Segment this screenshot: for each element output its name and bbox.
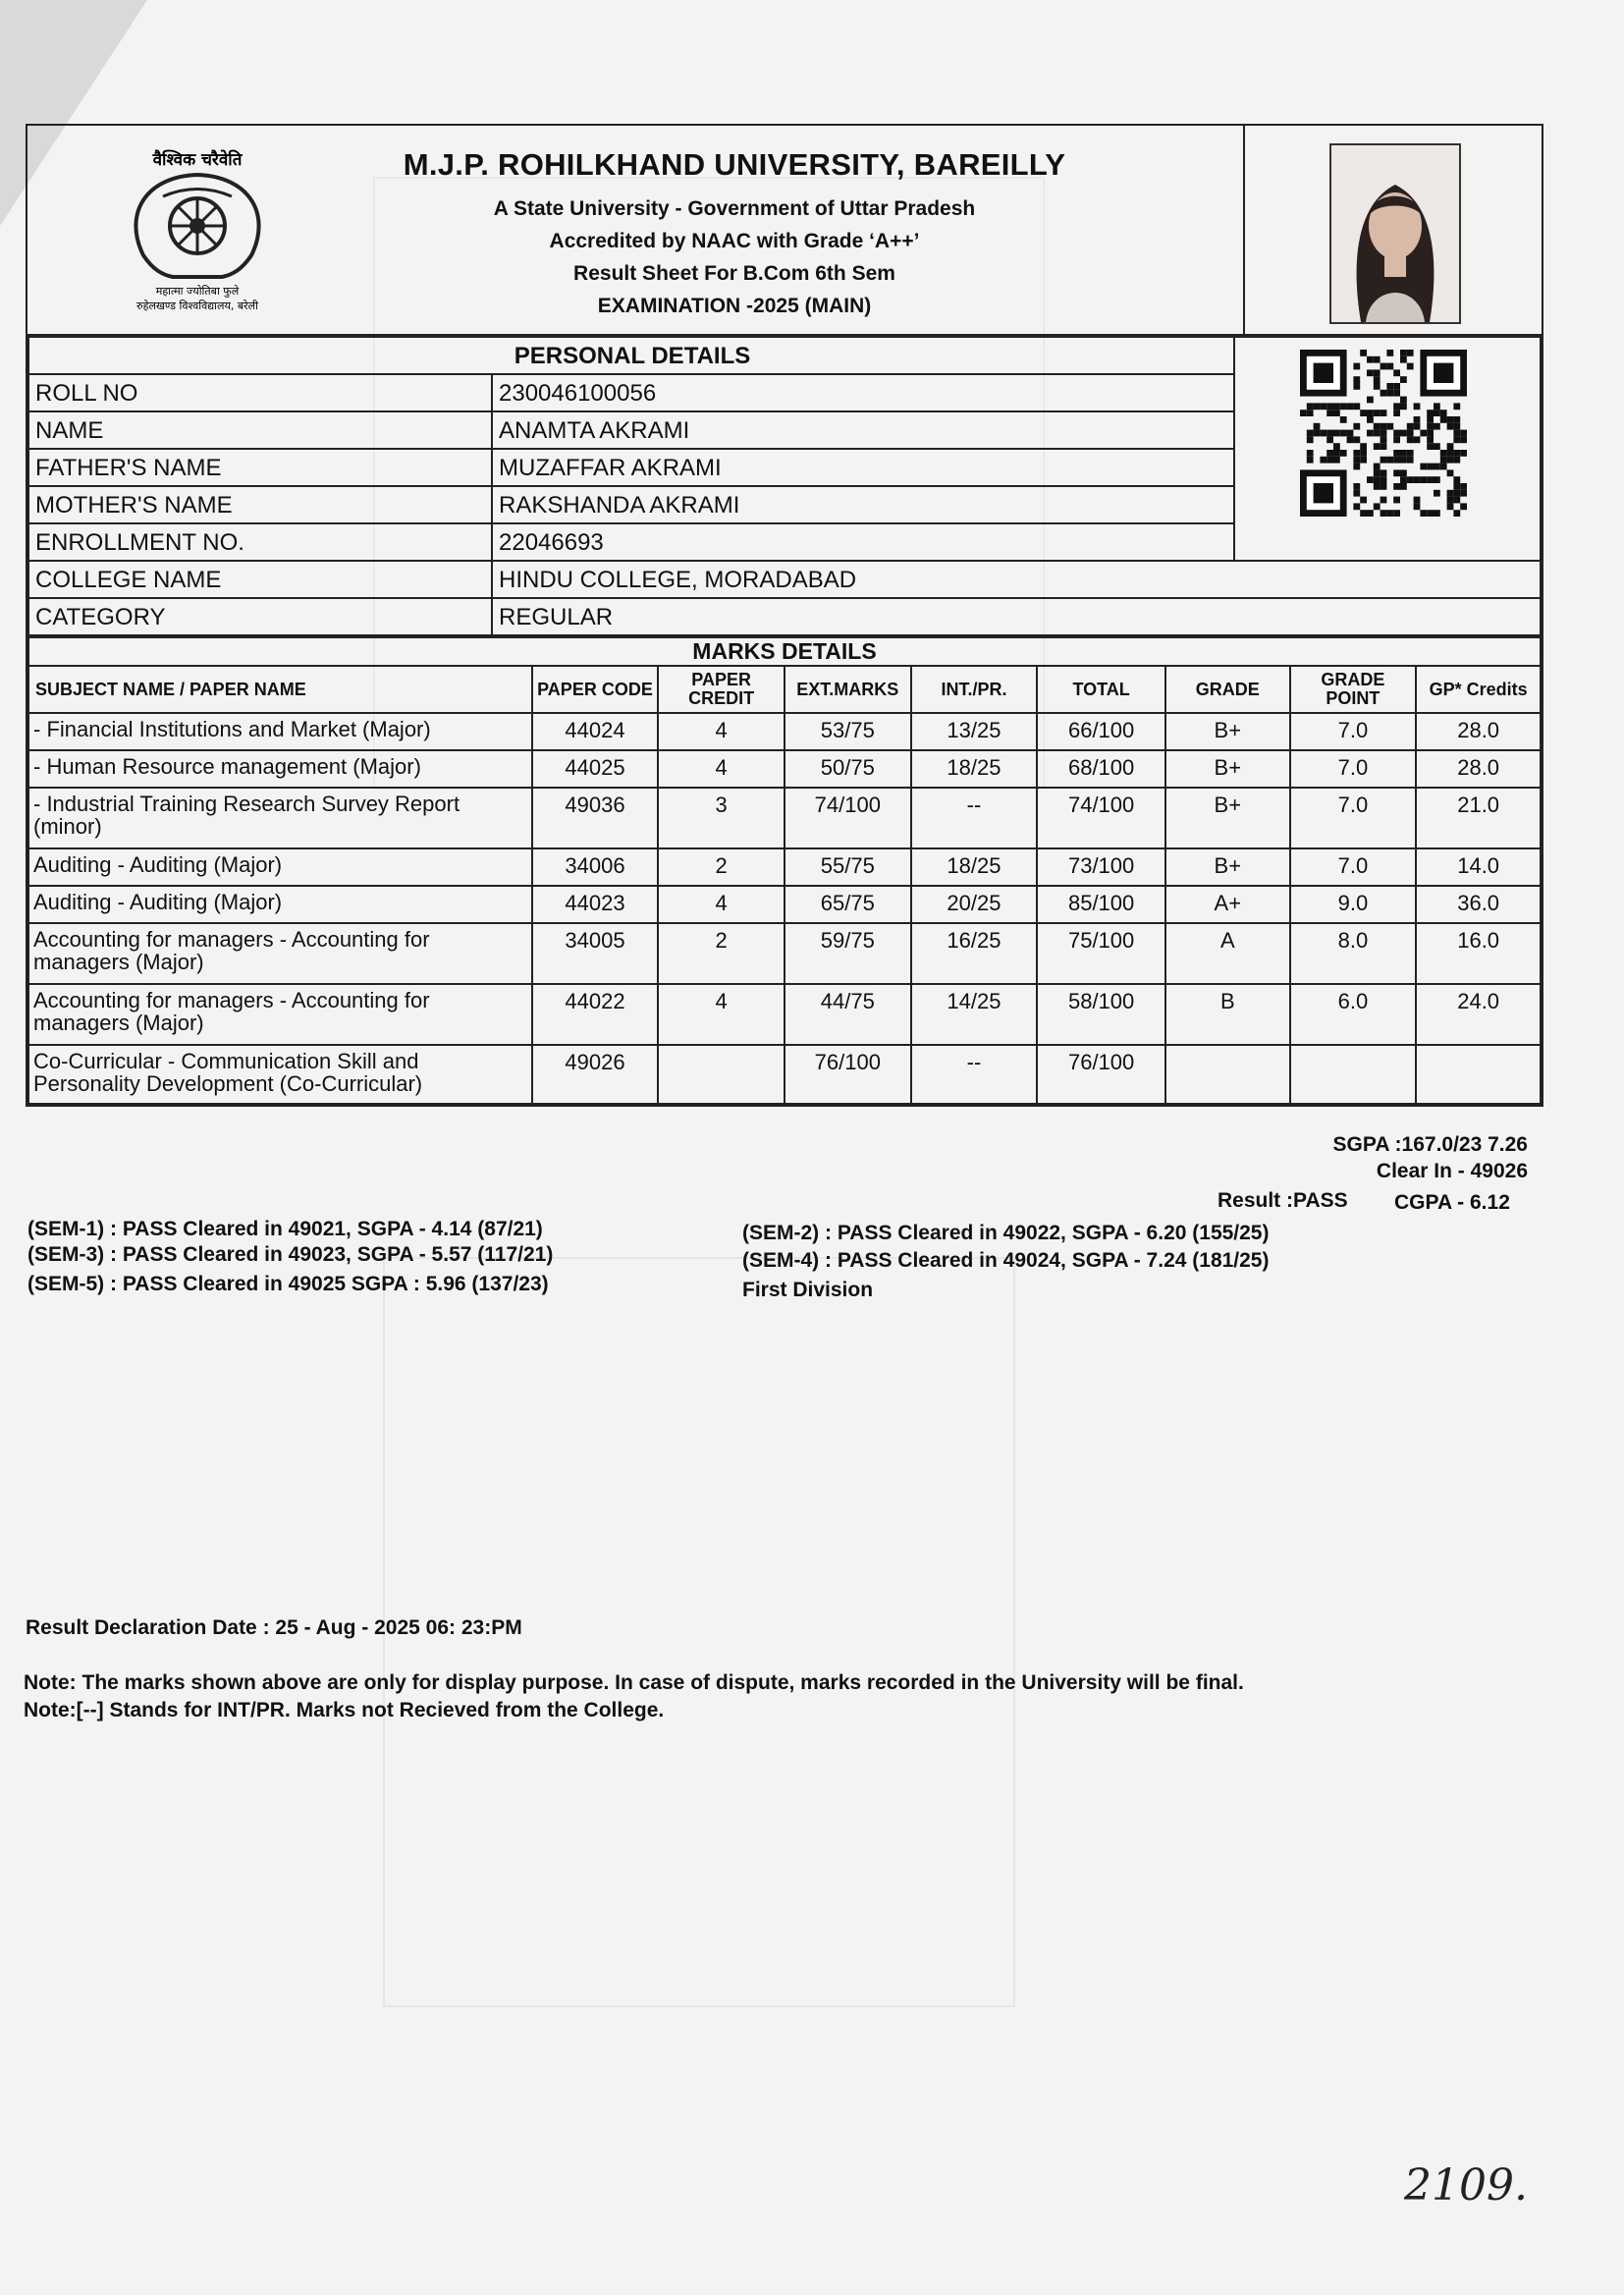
- sem5-result: (SEM-5) : PASS Cleared in 49025 SGPA : 5.96 (137/23): [27, 1273, 549, 1295]
- sem3-result: (SEM-3) : PASS Cleared in 49023, SGPA - 5.57 (117/21): [27, 1243, 554, 1266]
- enrollment-value: 22046693: [492, 523, 1234, 561]
- examination-title: EXAMINATION -2025 (MAIN): [597, 295, 872, 317]
- int-marks: 16/25: [911, 923, 1038, 984]
- paper-credit: 4: [658, 713, 785, 750]
- result-sheet: [26, 124, 1543, 1107]
- subject-name: Accounting for managers - Accounting for managers (Major): [28, 923, 532, 984]
- qr-code: [1300, 350, 1467, 517]
- name-label: NAME: [28, 411, 492, 449]
- roll-no-label: ROLL NO: [28, 374, 492, 411]
- int-marks: 14/25: [911, 984, 1038, 1045]
- paper-code: 44022: [532, 984, 659, 1045]
- marks-row: [28, 713, 1541, 750]
- mother-name-label: MOTHER'S NAME: [28, 486, 492, 523]
- total-marks: 68/100: [1037, 750, 1165, 788]
- sem4-result: (SEM-4) : PASS Cleared in 49024, SGPA - 7.24 (181/25): [742, 1249, 1270, 1272]
- marks-header-row: [28, 666, 1541, 713]
- grade: [1165, 1045, 1290, 1104]
- col-subject-header: SUBJECT NAME / PAPER NAME: [28, 666, 532, 713]
- svg-text:रुहेलखण्ड विश्वविद्यालय, बरेली: रुहेलखण्ड विश्वविद्यालय, बरेली: [136, 300, 258, 312]
- ext-marks: 76/100: [785, 1045, 911, 1104]
- paper-credit: 2: [658, 848, 785, 886]
- grade-point: 7.0: [1290, 713, 1417, 750]
- int-marks: 18/25: [911, 750, 1038, 788]
- total-marks: 76/100: [1037, 1045, 1165, 1104]
- personal-details-title: PERSONAL DETAILS: [28, 337, 1234, 374]
- college-value: HINDU COLLEGE, MORADABAD: [492, 561, 1541, 598]
- handwritten-number: 2109.: [1404, 2160, 1528, 2211]
- paper-credit: 4: [658, 886, 785, 923]
- int-pr-note: Note:[--] Stands for INT/PR. Marks not Recieved from the College.: [24, 1699, 665, 1721]
- declaration-date: Result Declaration Date : 25 - Aug - 2025 06: 23:PM: [26, 1616, 522, 1639]
- gp-credits: [1416, 1045, 1541, 1104]
- col-credit-header: PAPER CREDIT: [658, 666, 785, 713]
- subject-name: Accounting for managers - Accounting for managers (Major): [28, 984, 532, 1045]
- sem1-result: (SEM-1) : PASS Cleared in 49021, SGPA - 4.14 (87/21): [27, 1218, 543, 1240]
- grade-point: 8.0: [1290, 923, 1417, 984]
- subject-name: - Human Resource management (Major): [28, 750, 532, 788]
- student-photo: [1329, 143, 1461, 324]
- grade: B+: [1165, 788, 1290, 848]
- svg-text:महात्मा ज्योतिबा फुले: महात्मा ज्योतिबा फुले: [155, 285, 240, 298]
- mother-name-value: RAKSHANDA AKRAMI: [492, 486, 1234, 523]
- roll-no-value: 230046100056: [492, 374, 1234, 411]
- paper-credit: 4: [658, 750, 785, 788]
- paper-code: 44024: [532, 713, 659, 750]
- father-name-value: MUZAFFAR AKRAMI: [492, 449, 1234, 486]
- grade-point: 7.0: [1290, 848, 1417, 886]
- personal-details-table: [27, 336, 1542, 636]
- total-marks: 58/100: [1037, 984, 1165, 1045]
- sgpa-value: SGPA :167.0/23 7.26: [1332, 1133, 1528, 1156]
- marks-row: [28, 848, 1541, 886]
- int-marks: 18/25: [911, 848, 1038, 886]
- gp-credits: 28.0: [1416, 713, 1541, 750]
- grade-point: 9.0: [1290, 886, 1417, 923]
- university-name: M.J.P. ROHILKHAND UNIVERSITY, BAREILLY: [403, 147, 1066, 182]
- subject-name: Co-Curricular - Communication Skill and Personality Development (Co-Curricular): [28, 1045, 532, 1104]
- display-note: Note: The marks shown above are only for display purpose. In case of dispute, marks recorded in the University will be final.: [24, 1671, 1244, 1694]
- grade-point: 6.0: [1290, 984, 1417, 1045]
- paper-credit: [658, 1045, 785, 1104]
- header-text: [263, 147, 1206, 322]
- paper-credit: 2: [658, 923, 785, 984]
- total-marks: 75/100: [1037, 923, 1165, 984]
- total-marks: 74/100: [1037, 788, 1165, 848]
- photo-cell: [1243, 126, 1542, 334]
- marks-row: [28, 923, 1541, 984]
- grade: B+: [1165, 750, 1290, 788]
- col-ext-header: EXT.MARKS: [785, 666, 911, 713]
- col-code-header: PAPER CODE: [532, 666, 659, 713]
- marks-details-table: [27, 636, 1542, 1105]
- result-status: Result :PASS: [1218, 1189, 1348, 1212]
- grade: B+: [1165, 713, 1290, 750]
- college-label: COLLEGE NAME: [28, 561, 492, 598]
- marks-row: [28, 750, 1541, 788]
- subject-name: - Industrial Training Research Survey Report (minor): [28, 788, 532, 848]
- name-value: ANAMTA AKRAMI: [492, 411, 1234, 449]
- qr-cell: [1234, 337, 1541, 561]
- sem2-result: (SEM-2) : PASS Cleared in 49022, SGPA - 6.20 (155/25): [742, 1222, 1270, 1244]
- total-marks: 85/100: [1037, 886, 1165, 923]
- paper-code: 34006: [532, 848, 659, 886]
- subject-name: - Financial Institutions and Market (Major): [28, 713, 532, 750]
- int-marks: --: [911, 1045, 1038, 1104]
- grade-point: [1290, 1045, 1417, 1104]
- category-label: CATEGORY: [28, 598, 492, 635]
- personal-row: [28, 598, 1541, 635]
- col-int-header: INT./PR.: [911, 666, 1038, 713]
- category-value: REGULAR: [492, 598, 1541, 635]
- sheet-header: [27, 126, 1542, 336]
- personal-row: [28, 561, 1541, 598]
- division: First Division: [742, 1279, 874, 1301]
- paper-code: 44023: [532, 886, 659, 923]
- total-marks: 66/100: [1037, 713, 1165, 750]
- col-gp-credits-header: GP* Credits: [1416, 666, 1541, 713]
- grade-point: 7.0: [1290, 750, 1417, 788]
- clear-in-value: Clear In - 49026: [1376, 1160, 1528, 1182]
- grade: A+: [1165, 886, 1290, 923]
- gp-credits: 24.0: [1416, 984, 1541, 1045]
- accreditation-line: Accredited by NAAC with Grade ‘A++’: [549, 230, 920, 252]
- paper-code: 44025: [532, 750, 659, 788]
- father-name-label: FATHER'S NAME: [28, 449, 492, 486]
- paper-code: 34005: [532, 923, 659, 984]
- col-grade-point-header: GRADE POINT: [1290, 666, 1417, 713]
- ext-marks: 65/75: [785, 886, 911, 923]
- ext-marks: 55/75: [785, 848, 911, 886]
- university-subtitle: A State University - Government of Uttar Pradesh: [493, 197, 976, 220]
- grade-point: 7.0: [1290, 788, 1417, 848]
- marks-row: [28, 1045, 1541, 1104]
- grade: A: [1165, 923, 1290, 984]
- cgpa-value: CGPA - 6.12: [1394, 1191, 1510, 1214]
- result-sheet-title: Result Sheet For B.Com 6th Sem: [573, 262, 895, 285]
- sgpa-summary: [1333, 1131, 1528, 1184]
- svg-text:वैश्विक चरैवेति: वैश्विक चरैवेति: [152, 150, 243, 170]
- int-marks: --: [911, 788, 1038, 848]
- gp-credits: 16.0: [1416, 923, 1541, 984]
- ext-marks: 59/75: [785, 923, 911, 984]
- paper-credit: 3: [658, 788, 785, 848]
- int-marks: 13/25: [911, 713, 1038, 750]
- ext-marks: 44/75: [785, 984, 911, 1045]
- gp-credits: 36.0: [1416, 886, 1541, 923]
- marks-row: [28, 788, 1541, 848]
- paper-code: 49036: [532, 788, 659, 848]
- col-total-header: TOTAL: [1037, 666, 1165, 713]
- gp-credits: 21.0: [1416, 788, 1541, 848]
- enrollment-label: ENROLLMENT NO.: [28, 523, 492, 561]
- total-marks: 73/100: [1037, 848, 1165, 886]
- gp-credits: 28.0: [1416, 750, 1541, 788]
- grade: B: [1165, 984, 1290, 1045]
- subject-name: Auditing - Auditing (Major): [28, 848, 532, 886]
- col-grade-header: GRADE: [1165, 666, 1290, 713]
- subject-name: Auditing - Auditing (Major): [28, 886, 532, 923]
- int-marks: 20/25: [911, 886, 1038, 923]
- gp-credits: 14.0: [1416, 848, 1541, 886]
- marks-row: [28, 984, 1541, 1045]
- paper-credit: 4: [658, 984, 785, 1045]
- ext-marks: 53/75: [785, 713, 911, 750]
- grade: B+: [1165, 848, 1290, 886]
- marks-details-title: MARKS DETAILS: [28, 637, 1541, 666]
- ext-marks: 74/100: [785, 788, 911, 848]
- marks-row: [28, 886, 1541, 923]
- paper-code: 49026: [532, 1045, 659, 1104]
- ext-marks: 50/75: [785, 750, 911, 788]
